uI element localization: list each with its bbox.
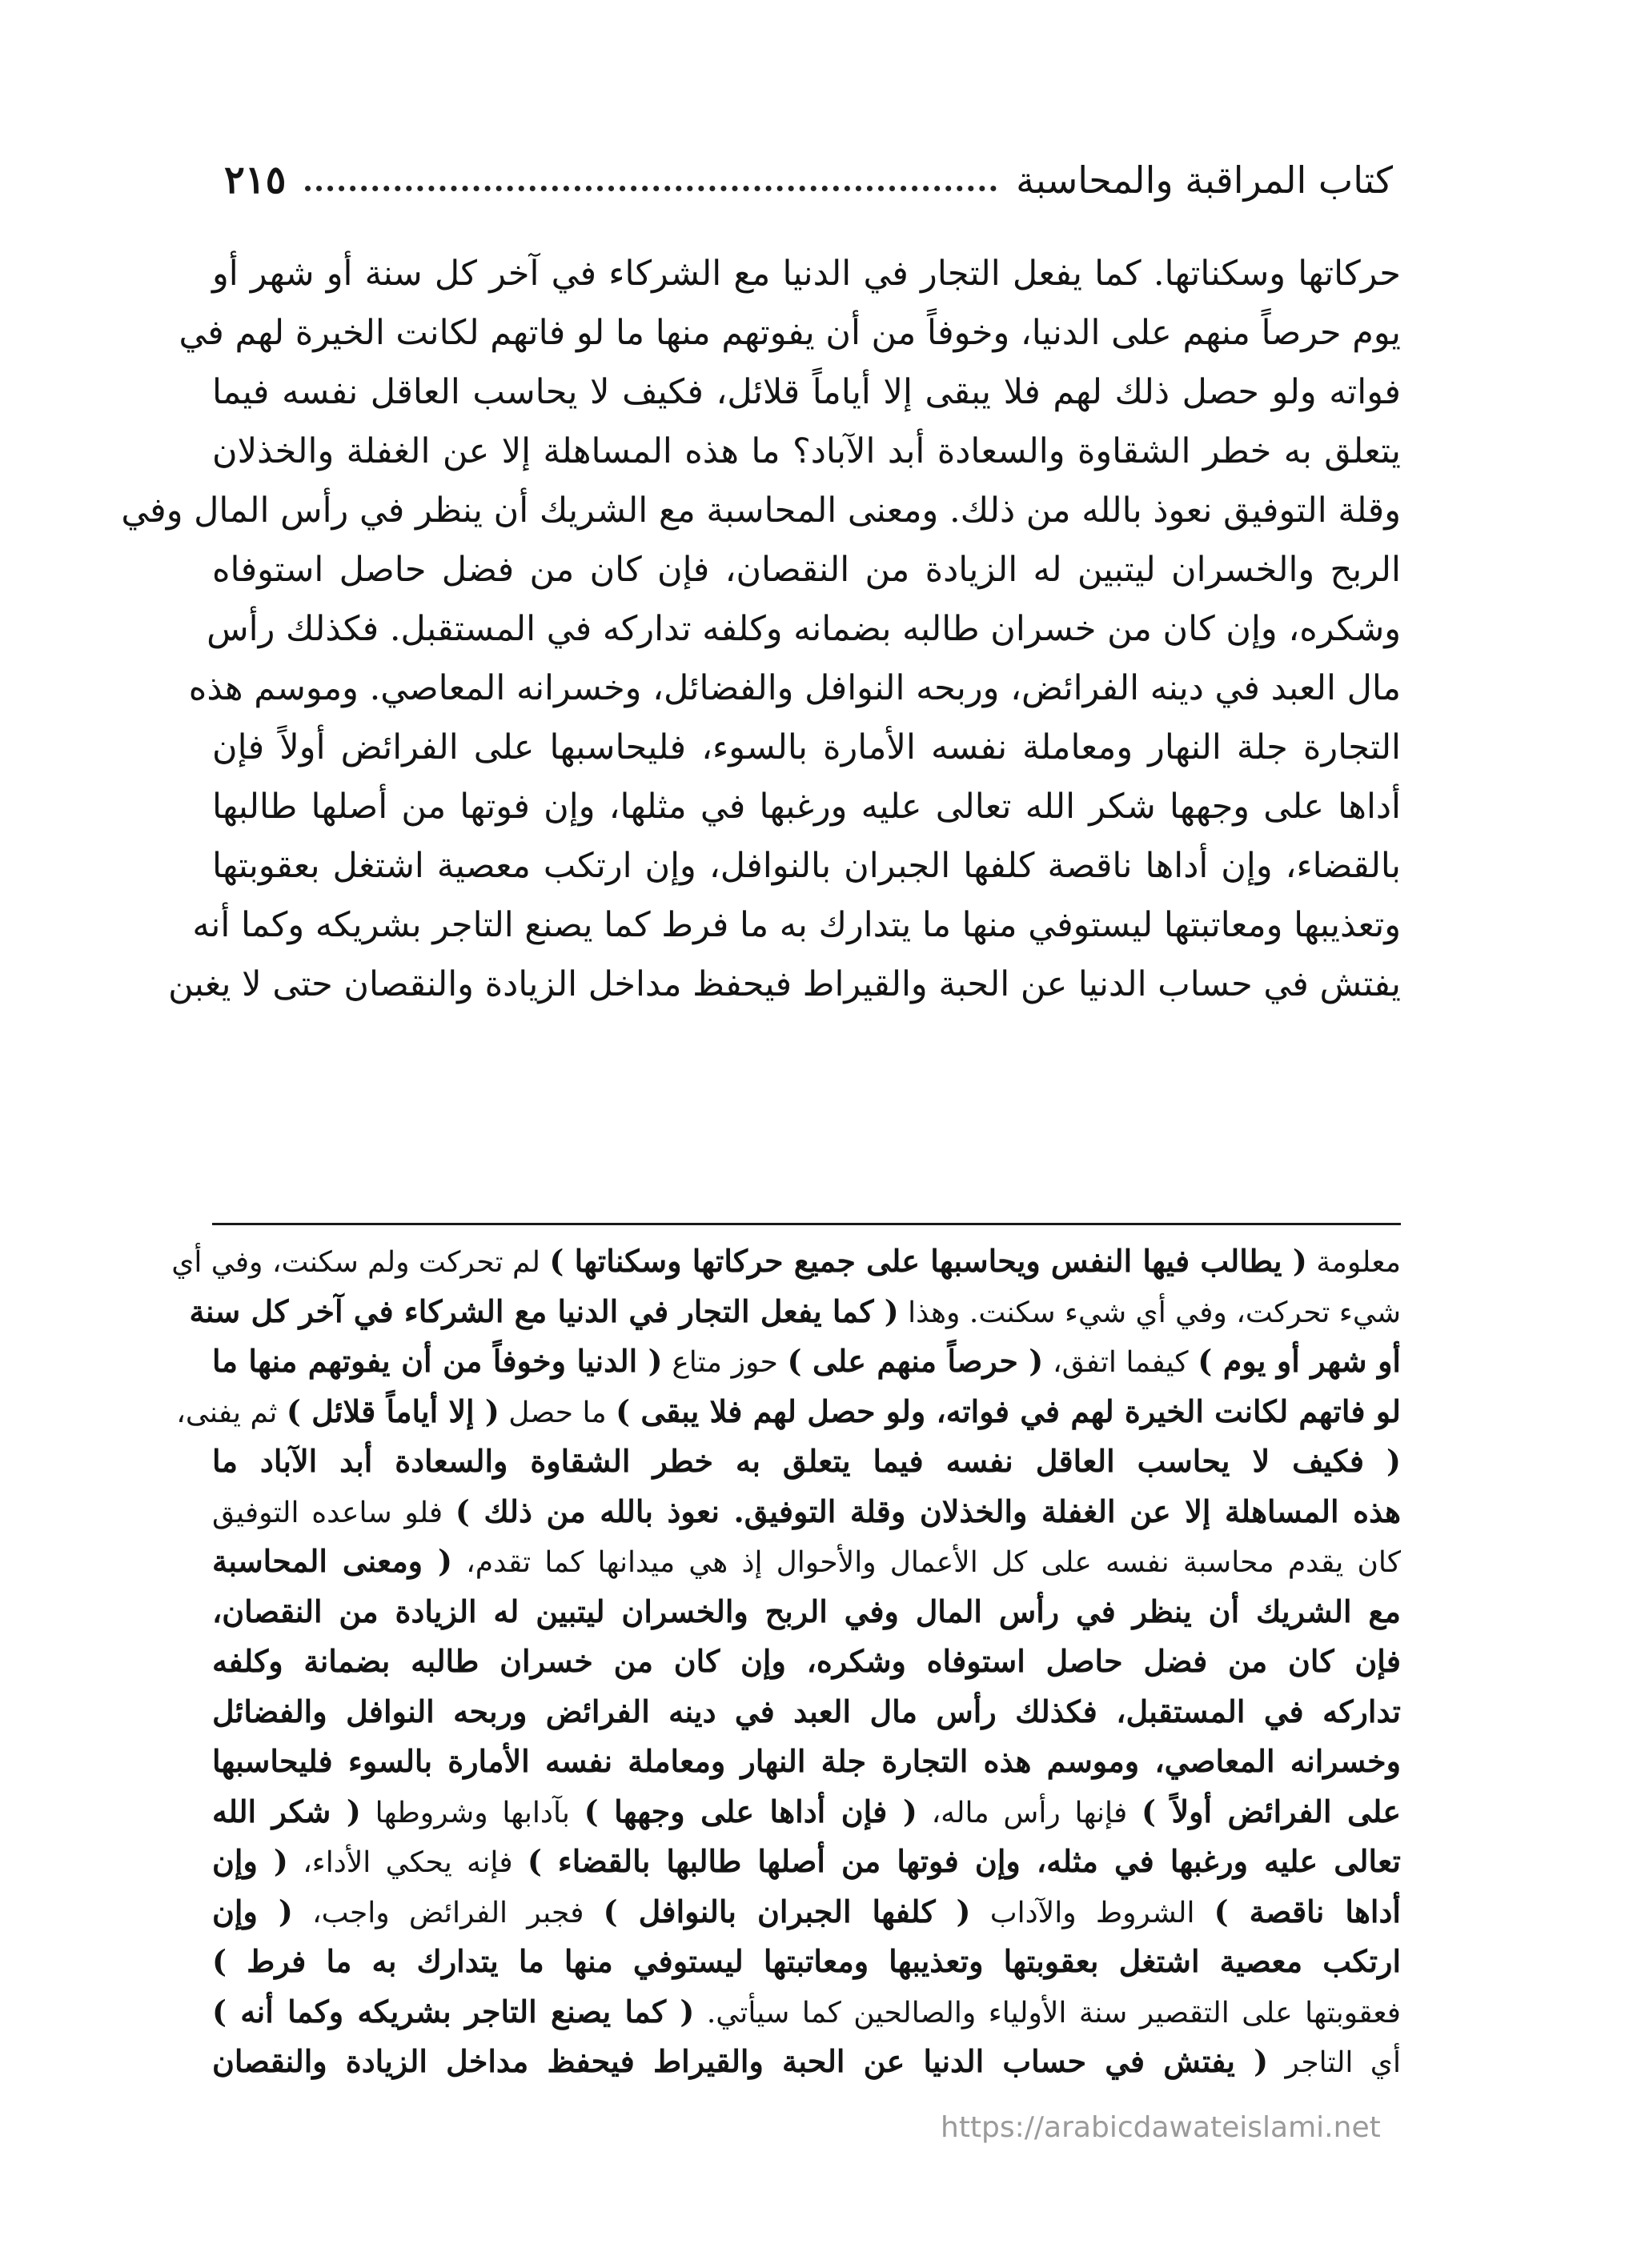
commentary-line	[212, 1887, 1401, 1937]
quoted-matn-text: ( كلفها الجبران بالنوافل )	[603, 1893, 971, 1929]
commentary-text: كيفما اتفق،	[1043, 1346, 1198, 1379]
main-text-line: بالقضاء، وإن أداها ناقصة كلفها الجبران بالنوافل، وإن ارتكب معصية اشتغل بعقوبتها	[212, 846, 1401, 886]
main-text-line: فواته ولو حصل ذلك لهم فلا يبقى إلا أياماً قلائل، فكيف لا يحاسب العاقل نفسه فيما	[212, 372, 1401, 412]
quoted-matn-text: ( فكيف لا يحاسب العاقل نفسه فيما يتعلق به خطر الشقاوة والسعادة أبد الآباد ما	[212, 1443, 1401, 1479]
quoted-matn-text: هذه المساهلة إلا عن الغفلة والخذلان وقلة التوفيق. نعوذ بالله من ذلك )	[455, 1493, 1402, 1529]
commentary-line	[212, 1737, 1401, 1787]
quoted-matn-text: على الفرائض أولاً )	[1141, 1793, 1401, 1829]
quoted-matn-text: ( كما يصنع التاجر بشريكه وكما أنه )	[212, 1993, 695, 2030]
commentary-text: كان يقدم محاسبة نفسه على كل الأعمال والأحوال إذ هي ميدانها كما تقدم،	[451, 1546, 1401, 1579]
commentary-line	[212, 1987, 1401, 2038]
commentary-line	[212, 1637, 1401, 1687]
commentary-block	[171, 1236, 1402, 2087]
running-title: كتاب المراقبة والمحاسبة	[1016, 158, 1393, 202]
commentary-line	[189, 1287, 1401, 1337]
commentary-text: معلومة	[1306, 1246, 1401, 1279]
main-text-line: يفتش في حساب الدنيا عن الحبة والقيراط فيحفظ مداخل الزيادة والنقصان حتى لا يغبن	[168, 964, 1401, 1004]
commentary-text: ما حصل	[499, 1396, 616, 1429]
quoted-matn-text: ( يطالب فيها النفس ويحاسبها على جميع حركاتها وسكناتها )	[549, 1243, 1307, 1279]
quoted-matn-text: ( إلا أياماً قلائل )	[286, 1392, 500, 1429]
quoted-matn-text: لو فاتهم لكانت الخيرة لهم في فواته، ولو حصل لهم فلا يبقى )	[616, 1392, 1401, 1429]
quoted-matn-text: أداها ناقصة )	[1214, 1893, 1401, 1929]
commentary-line	[212, 2037, 1401, 2087]
commentary-text: شيء تحركت، وفي أي شيء سكنت. وهذا	[898, 1296, 1401, 1329]
page-header	[224, 152, 1393, 208]
commentary-text: بآدابها وشروطها	[360, 1796, 584, 1829]
commentary-text: فلو ساعده التوفيق	[212, 1496, 455, 1529]
quoted-matn-text: ( شكر الله	[212, 1793, 361, 1829]
commentary-line	[212, 1687, 1401, 1737]
commentary-text: لم تحركت ولم سكنت، وفي أي	[171, 1246, 550, 1279]
footnote-divider	[212, 1223, 1401, 1225]
header-dot-leader	[305, 186, 997, 191]
commentary-text: فإنها رأس ماله،	[917, 1796, 1142, 1829]
main-text-line: وقلة التوفيق نعوذ بالله من ذلك. ومعنى المحاسبة مع الشريك أن ينظر في رأس المال وفي	[121, 491, 1401, 531]
commentary-text: ثم يفنى،	[176, 1396, 287, 1429]
commentary-text: فعقوبتها على التقصير سنة الأولياء والصالحين كما سيأتي.	[694, 1996, 1401, 2030]
quoted-matn-text: ( ومعنى المحاسبة	[212, 1543, 452, 1579]
commentary-line	[212, 1336, 1401, 1387]
commentary-line	[212, 1937, 1401, 1987]
main-text-block	[121, 244, 1401, 1014]
commentary-text: الشروط والآداب	[970, 1896, 1214, 1929]
main-text-line: حركاتها وسكناتها. كما يفعل التجار في الدنيا مع الشركاء في آخر كل سنة أو شهر أو	[212, 254, 1401, 294]
commentary-text: أي التاجر	[1268, 2046, 1401, 2079]
quoted-matn-text: ( الدنيا وخوفاً من أن يفوتهم منها ما	[212, 1343, 663, 1379]
quoted-matn-text: ( كما يفعل التجار في الدنيا مع الشركاء في آخر كل سنة	[189, 1292, 899, 1329]
quoted-matn-text: ( فإن أداها على وجهها )	[584, 1793, 917, 1829]
commentary-text: حوز متاع	[662, 1346, 788, 1379]
main-text-line: يتعلق به خطر الشقاوة والسعادة أبد الآباد؟ ما هذه المساهلة إلا عن الغفلة والخذلان	[212, 431, 1401, 471]
commentary-line	[212, 1437, 1401, 1487]
watermark-url: https://arabicdawateislami.net	[941, 2111, 1381, 2144]
main-text-line: مال العبد في دينه الفرائض، وربحه النوافل والفضائل، وخسرانه المعاصي. وموسم هذه	[188, 668, 1401, 708]
commentary-text: فإنه يحكي الأداء،	[287, 1846, 528, 1879]
main-text-line: التجارة جلة النهار ومعاملة نفسه الأمارة بالسوء، فليحاسبها على الفرائض أولاً فإن	[212, 727, 1401, 767]
main-text-line: وشكره، وإن كان من خسران طالبه بضمانه وكلفه تداركه في المستقبل. فكذلك رأس	[207, 609, 1401, 649]
commentary-line	[212, 1487, 1401, 1537]
quoted-matn-text: ( وإن	[212, 1843, 288, 1879]
page-number: ٢١٥	[224, 158, 287, 202]
quoted-matn-text: تعالى عليه ورغبها في مثله، وإن فوتها من أصلها طالبها بالقضاء )	[527, 1843, 1402, 1879]
quoted-matn-text: ( حرصاً منهم على )	[787, 1343, 1044, 1379]
main-text-line: يوم حرصاً منهم على الدنيا، وخوفاً من أن يفوتهم منها ما لو فاتهم لكانت الخيرة لهم في	[179, 313, 1401, 353]
commentary-line	[212, 1537, 1401, 1587]
commentary-text: فجبر الفرائض واجب،	[292, 1896, 604, 1929]
quoted-matn-text: ارتكب معصية اشتغل بعقوبتها وتعذيبها ومعاتبتها ليستوفي منها ما يتدارك به ما فرط )	[212, 1943, 1401, 1979]
commentary-line	[176, 1387, 1401, 1437]
main-text-line: الربح والخسران ليتبين له الزيادة من النقصان، فإن كان من فضل حاصل استوفاه	[212, 550, 1401, 590]
main-text-line: وتعذيبها ومعاتبتها ليستوفي منها ما يتدارك به ما فرط كما يصنع التاجر بشريكه وكما أنه	[192, 905, 1401, 945]
quoted-matn-text: أو شهر أو يوم )	[1198, 1343, 1401, 1379]
commentary-line	[212, 1787, 1401, 1837]
commentary-line	[171, 1236, 1401, 1287]
quoted-matn-text: وخسرانه المعاصي، وموسم هذه التجارة جلة النهار ومعاملة نفسه الأمارة بالسوء فليحاسبها	[212, 1743, 1401, 1779]
quoted-matn-text: مع الشريك أن ينظر في رأس المال وفي الربح والخسران ليتبين له الزيادة من النقصان،	[212, 1593, 1401, 1629]
quoted-matn-text: ( وإن	[212, 1893, 293, 1929]
commentary-line	[212, 1837, 1401, 1887]
main-text-line: أداها على وجهها شكر الله تعالى عليه ورغبها في مثلها، وإن فوتها من أصلها طالبها	[212, 787, 1401, 827]
commentary-line	[212, 1587, 1401, 1637]
quoted-matn-text: ( يفتش في حساب الدنيا عن الحبة والقيراط فيحفظ مداخل الزيادة والنقصان	[212, 2043, 1269, 2079]
quoted-matn-text: فإن كان من فضل حاصل استوفاه وشكره، وإن كان من خسران طالبه بضمانة وكلفه	[212, 1643, 1401, 1679]
quoted-matn-text: تداركه في المستقبل، فكذلك رأس مال العبد في دينه الفرائض وربحه النوافل والفضائل	[212, 1693, 1401, 1729]
